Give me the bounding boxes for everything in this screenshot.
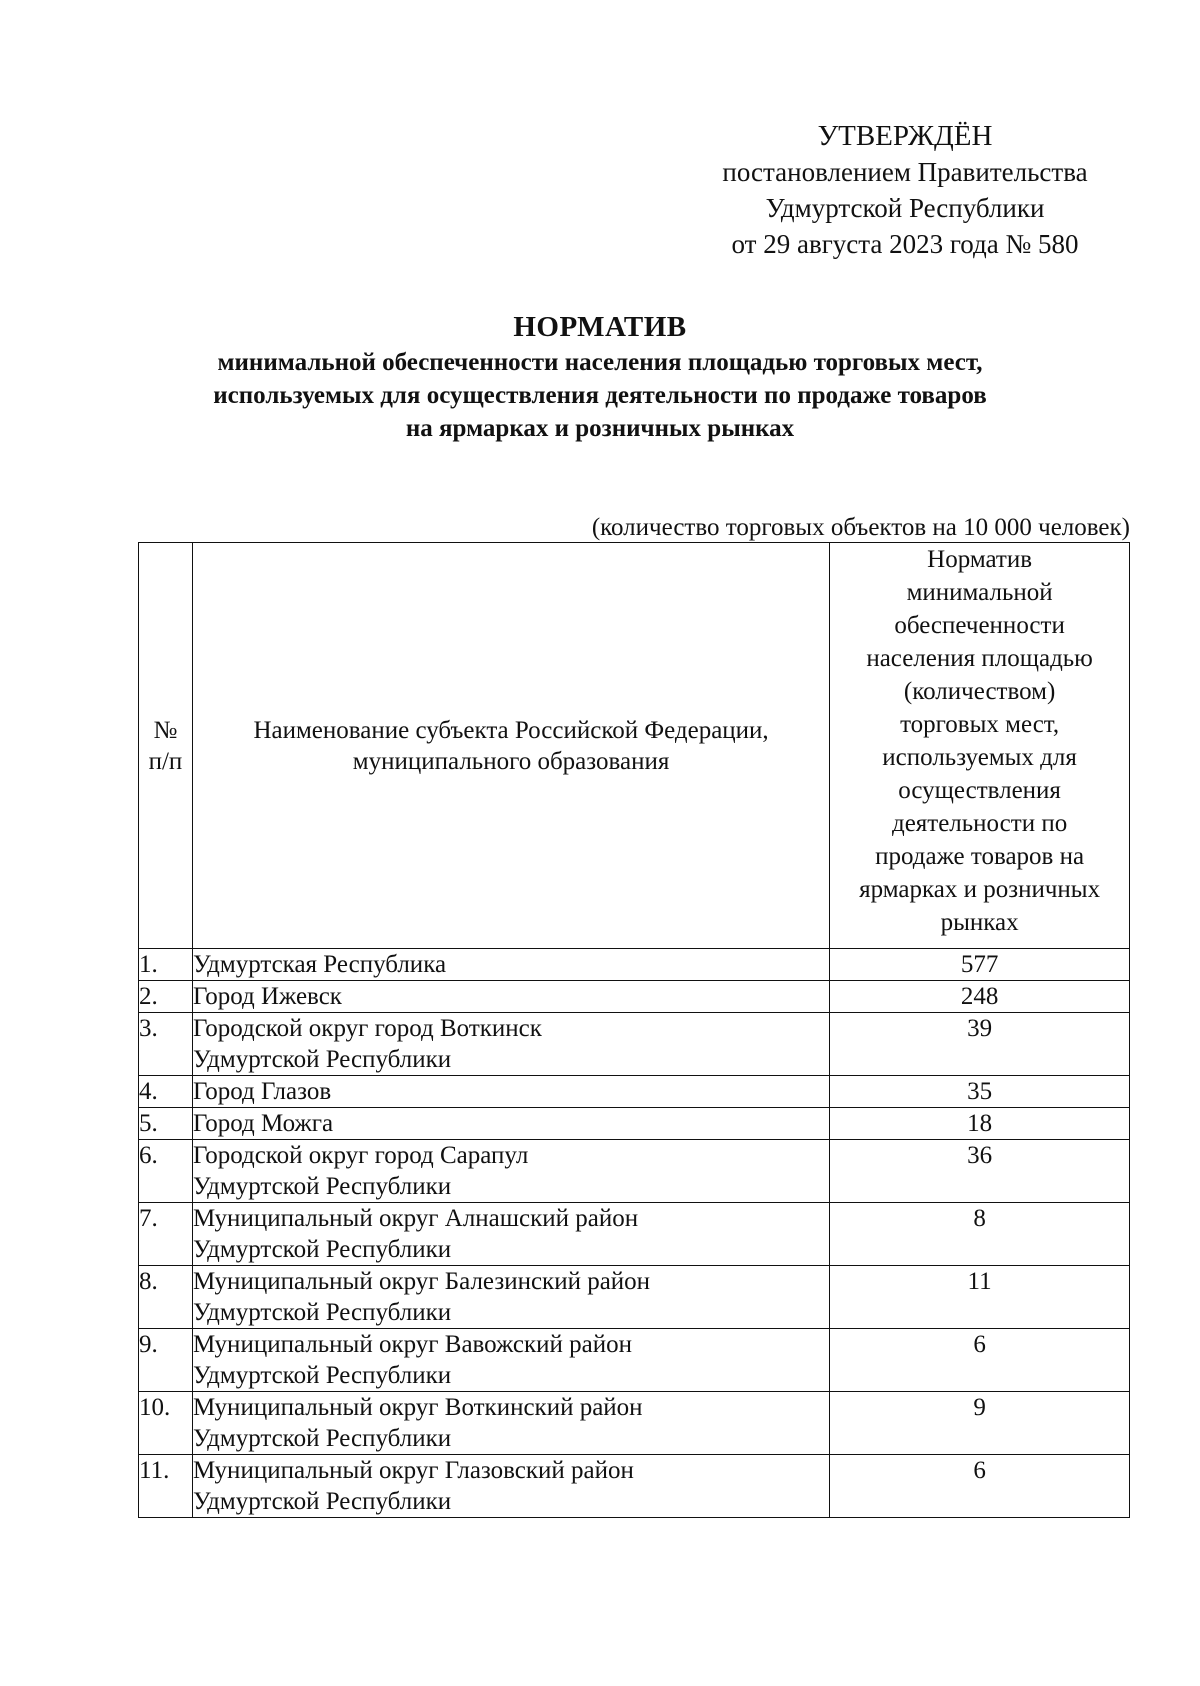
- row-value: 18: [830, 1108, 1130, 1140]
- units-note: (количество торговых объектов на 10 000 человек): [591, 514, 1130, 541]
- row-number: 11.: [139, 1455, 193, 1518]
- table-header-row: [139, 543, 1130, 949]
- header-name: Наименование субъекта Российской Федерации, муниципального образования: [192, 543, 829, 949]
- row-name: Городской округ город Воткинск Удмуртской Республики: [192, 1013, 829, 1076]
- table-row: [139, 1108, 1130, 1140]
- table-row: [139, 1392, 1130, 1455]
- title-heading: НОРМАТИВ: [513, 311, 687, 343]
- row-name: Город Можга: [192, 1108, 829, 1140]
- approval-stamp: [690, 118, 1120, 262]
- row-value: 6: [830, 1329, 1130, 1392]
- table-row: [139, 981, 1130, 1013]
- table-row: [139, 1140, 1130, 1203]
- row-name: Муниципальный округ Воткинский район Удмуртской Республики: [192, 1392, 829, 1455]
- row-number: 2.: [139, 981, 193, 1013]
- row-value: 6: [830, 1455, 1130, 1518]
- row-name: Муниципальный округ Глазовский район Удмуртской Республики: [192, 1455, 829, 1518]
- header-value: Норматив минимальной обеспеченности населения площадью (количеством) торговых мест, используемых для осуществления деятельности по продаже товаров на ярмарках и розничных рынках: [830, 543, 1130, 949]
- approval-line: УТВЕРЖДЁН: [817, 120, 993, 152]
- row-number: 8.: [139, 1266, 193, 1329]
- header-number: № п/п: [139, 543, 193, 949]
- row-value: 9: [830, 1392, 1130, 1455]
- table-row: [139, 1266, 1130, 1329]
- row-value: 8: [830, 1203, 1130, 1266]
- row-number: 9.: [139, 1329, 193, 1392]
- row-number: 10.: [139, 1392, 193, 1455]
- approval-line: от 29 августа 2023 года № 580: [731, 229, 1079, 259]
- row-name: Город Ижевск: [192, 981, 829, 1013]
- row-number: 6.: [139, 1140, 193, 1203]
- title-line: на ярмарках и розничных рынках: [405, 415, 795, 442]
- row-name: Муниципальный округ Алнашский район Удмуртской Республики: [192, 1203, 829, 1266]
- row-name: Город Глазов: [192, 1076, 829, 1108]
- row-value: 11: [830, 1266, 1130, 1329]
- table-row: [139, 1203, 1130, 1266]
- table-row: [139, 1455, 1130, 1518]
- row-number: 4.: [139, 1076, 193, 1108]
- row-value: 36: [830, 1140, 1130, 1203]
- title-line: минимальной обеспеченности населения площадью торговых мест,: [217, 349, 983, 376]
- row-name: Удмуртская Республика: [192, 949, 829, 981]
- row-value: 577: [830, 949, 1130, 981]
- row-number: 7.: [139, 1203, 193, 1266]
- row-value: 248: [830, 981, 1130, 1013]
- table-row: [139, 1013, 1130, 1076]
- row-value: 35: [830, 1076, 1130, 1108]
- row-name: Муниципальный округ Вавожский район Удмуртской Республики: [192, 1329, 829, 1392]
- approval-line: постановлением Правительства: [722, 157, 1088, 187]
- title-line: используемых для осуществления деятельности по продаже товаров: [213, 382, 987, 409]
- row-number: 5.: [139, 1108, 193, 1140]
- row-name: Муниципальный округ Балезинский район Удмуртской Республики: [192, 1266, 829, 1329]
- norm-table: [138, 542, 1130, 1518]
- row-number: 3.: [139, 1013, 193, 1076]
- row-number: 1.: [139, 949, 193, 981]
- row-name: Городской округ город Сарапул Удмуртской Республики: [192, 1140, 829, 1203]
- row-value: 39: [830, 1013, 1130, 1076]
- document-title: [100, 308, 1100, 445]
- table-row: [139, 1076, 1130, 1108]
- table-row: [139, 949, 1130, 981]
- table-row: [139, 1329, 1130, 1392]
- approval-line: Удмуртской Республики: [765, 193, 1045, 223]
